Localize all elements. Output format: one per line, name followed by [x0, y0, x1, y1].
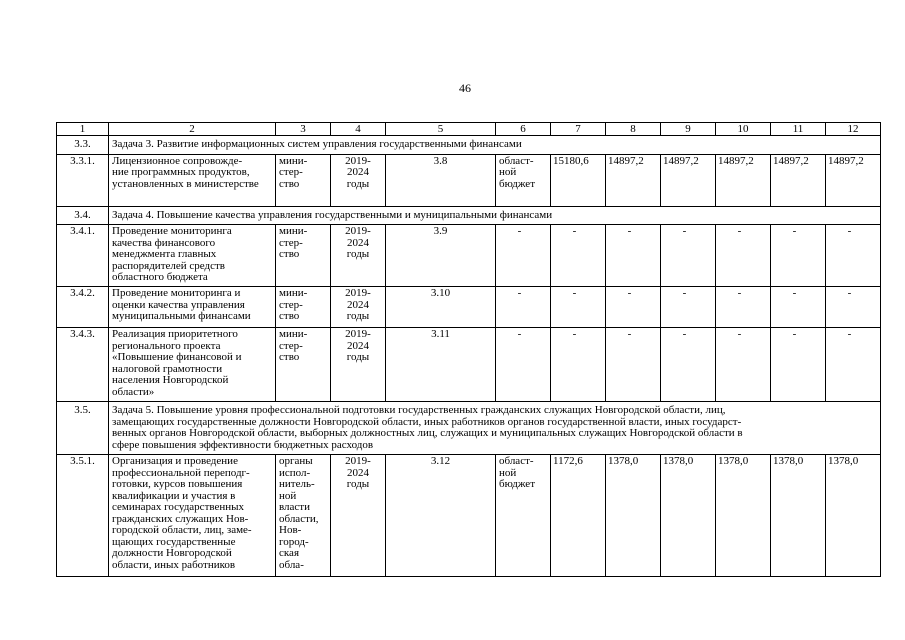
- activity-funding-value: -: [606, 287, 661, 328]
- activity-funding-source: -: [496, 287, 551, 328]
- activity-period: 2019- 2024 годы: [331, 455, 386, 577]
- column-number-cell: 6: [496, 123, 551, 136]
- activity-funding-value: -: [661, 287, 716, 328]
- activity-funding-value: -: [716, 287, 771, 328]
- activity-executor: органы испол- нитель- ной власти области, Нов- город- ская обла-: [276, 455, 331, 577]
- activity-number: 3.3.1.: [57, 154, 109, 206]
- activity-row: [57, 225, 881, 287]
- activity-funding-value: 1378,0: [661, 455, 716, 577]
- column-number-cell: 8: [606, 123, 661, 136]
- activity-name: Проведение мониторинга качества финансового менеджмента главных распорядителей средств областного бюджета: [109, 225, 276, 287]
- activity-executor: мини- стер- ство: [276, 225, 331, 287]
- activity-name: Проведение мониторинга и оценки качества управления муниципальными финансами: [109, 287, 276, 328]
- column-number-cell: 10: [716, 123, 771, 136]
- activity-funding-source: област- ной бюджет: [496, 154, 551, 206]
- activity-number: 3.4.3.: [57, 328, 109, 402]
- task-number: 3.5.: [57, 402, 109, 455]
- activity-target-indicator: 3.11: [386, 328, 496, 402]
- activity-funding-value: -: [551, 328, 606, 402]
- activity-funding-value: -: [606, 225, 661, 287]
- activity-funding-value: -: [551, 225, 606, 287]
- activity-period: 2019- 2024 годы: [331, 154, 386, 206]
- activity-row: [57, 328, 881, 402]
- activity-period: 2019- 2024 годы: [331, 225, 386, 287]
- activity-funding-value: 14897,2: [716, 154, 771, 206]
- activity-row: [57, 154, 881, 206]
- activity-executor: мини- стер- ство: [276, 154, 331, 206]
- activity-target-indicator: 3.10: [386, 287, 496, 328]
- column-number-cell: 12: [826, 123, 881, 136]
- column-number-row: [57, 123, 881, 136]
- activity-funding-value: -: [661, 328, 716, 402]
- activity-executor: мини- стер- ство: [276, 287, 331, 328]
- program-activities-table: [56, 122, 881, 577]
- activity-number: 3.5.1.: [57, 455, 109, 577]
- activity-funding-value: 15180,6: [551, 154, 606, 206]
- activity-funding-value: -: [716, 225, 771, 287]
- activity-funding-value: -: [771, 225, 826, 287]
- activity-funding-value: -: [826, 328, 881, 402]
- activity-number: 3.4.2.: [57, 287, 109, 328]
- activity-funding-source: област- ной бюджет: [496, 455, 551, 577]
- activity-target-indicator: 3.8: [386, 154, 496, 206]
- activity-row: [57, 455, 881, 577]
- activity-name: Лицензионное сопровожде- ние программных продуктов, установленных в министерстве: [109, 154, 276, 206]
- activity-funding-value: -: [716, 328, 771, 402]
- column-number-cell: 3: [276, 123, 331, 136]
- activity-funding-value: -: [826, 225, 881, 287]
- column-number-cell: 7: [551, 123, 606, 136]
- activity-row: [57, 287, 881, 328]
- column-number-cell: 11: [771, 123, 826, 136]
- activity-funding-value: 14897,2: [826, 154, 881, 206]
- activity-target-indicator: 3.12: [386, 455, 496, 577]
- task-row: [57, 402, 881, 455]
- activity-funding-value: -: [826, 287, 881, 328]
- page-number: 46: [459, 81, 471, 95]
- task-row: [57, 136, 881, 155]
- activity-funding-value: 1378,0: [771, 455, 826, 577]
- column-number-cell: 1: [57, 123, 109, 136]
- task-title: Задача 5. Повышение уровня профессиональной подготовки государственных гражданских служащих Новгородской области, лиц, замещающих государственные должности Новгородской области, иных работников органов государственной власти, иных государст- венных органов Новгородской области, выборных должностных лиц, служащих и муниципальных служащих Новгородской области в сфере повышения эффективности бюджетных расходов: [109, 402, 881, 455]
- activity-funding-value: -: [551, 287, 606, 328]
- task-number: 3.3.: [57, 136, 109, 155]
- activity-funding-value: -: [771, 287, 826, 328]
- activity-funding-value: -: [661, 225, 716, 287]
- task-number: 3.4.: [57, 206, 109, 225]
- column-number-cell: 5: [386, 123, 496, 136]
- activity-funding-value: -: [606, 328, 661, 402]
- activity-name: Реализация приоритетного регионального проекта «Повышение финансовой и налоговой грамотности населения Новгородской области»: [109, 328, 276, 402]
- activity-funding-source: -: [496, 225, 551, 287]
- activity-funding-value: -: [771, 328, 826, 402]
- task-title: Задача 3. Развитие информационных систем управления государственными финансами: [109, 136, 881, 155]
- activity-funding-value: 1378,0: [826, 455, 881, 577]
- activity-period: 2019- 2024 годы: [331, 328, 386, 402]
- activity-funding-value: 1378,0: [716, 455, 771, 577]
- task-title: Задача 4. Повышение качества управления государственными и муниципальными финансами: [109, 206, 881, 225]
- activity-target-indicator: 3.9: [386, 225, 496, 287]
- activity-executor: мини- стер- ство: [276, 328, 331, 402]
- activity-funding-value: 14897,2: [606, 154, 661, 206]
- activity-period: 2019- 2024 годы: [331, 287, 386, 328]
- task-row: [57, 206, 881, 225]
- activity-funding-value: 1172,6: [551, 455, 606, 577]
- activity-funding-value: 14897,2: [661, 154, 716, 206]
- activity-funding-source: -: [496, 328, 551, 402]
- activity-funding-value: 1378,0: [606, 455, 661, 577]
- column-number-cell: 9: [661, 123, 716, 136]
- column-number-cell: 2: [109, 123, 276, 136]
- activity-number: 3.4.1.: [57, 225, 109, 287]
- activity-funding-value: 14897,2: [771, 154, 826, 206]
- column-number-cell: 4: [331, 123, 386, 136]
- activity-name: Организация и проведение профессиональной переподг- готовки, курсов повышения квалификации и участия в семинарах государственных гражданских служащих Нов- городской области, лиц, заме- щающих государственные должности Новгородской области, иных работников: [109, 455, 276, 577]
